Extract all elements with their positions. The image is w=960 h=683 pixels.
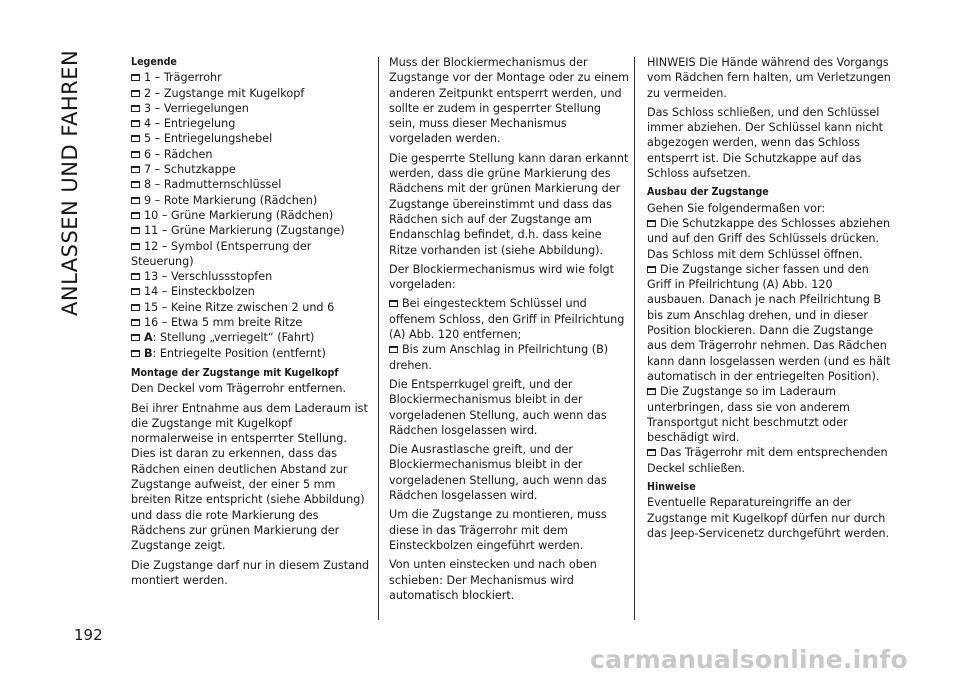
paragraph: Die Entsperrkugel greift, und der Blockiermechanismus bleibt in der vorgeladenen Stellung, auch wenn das Rädchen losgelassen wird. [389,377,607,437]
bullet-icon [131,90,140,97]
legend-item: 1 – Trägerrohr [131,70,371,85]
legend-item: 9 – Rote Markierung (Rädchen) [131,193,371,208]
bullet-icon [647,220,656,227]
paragraph: Der Blockiermechanismus wird wie folgt vorgeladen: [389,262,614,292]
legend-item-b: B: Entriegelte Position (entfernt) [131,346,371,361]
legend-item: 2 – Zugstange mit Kugelkopf [131,86,371,101]
legend-item: 4 – Entriegelung [131,116,371,131]
bullet-icon [131,304,140,311]
bullet-icon [131,120,140,127]
legend-item: 15 – Keine Ritze zwischen 2 und 6 [131,300,371,315]
bullet-icon [389,300,398,307]
paragraph: Die Zugstange darf nur in diesem Zustand montiert werden. [131,558,370,587]
legend-item: 10 – Grüne Markierung (Rädchen) [131,208,371,223]
legend-item: 3 – Verriegelungen [131,101,371,116]
bullet-icon [131,319,140,326]
section-heading: Hinweise [647,481,696,494]
bullet-icon [389,346,398,353]
legend-item: 16 – Etwa 5 mm breite Ritze [131,315,371,330]
bullet-icon [131,197,140,204]
bullet-icon [647,449,656,456]
bullet-icon [647,388,656,395]
paragraph: Von unten einstecken und nach oben schieben: Der Mechanismus wird automatisch blockiert. [389,558,597,602]
paragraph: Die Ausrastlasche greift, und der Blockiermechanismus bleibt in der vorgeladenen Stellung, auch wenn das Rädchen losgelassen wird. [389,443,607,503]
bullet-icon [131,273,140,280]
bullet-icon [131,166,140,173]
bullet-icon [131,212,140,219]
bullet-icon [131,181,140,188]
bullet-item: Bei eingestecktem Schlüssel und offenem Schloss, den Griff in Pfeilrichtung (A) Abb. 120 entfernen; [389,297,625,342]
bullet-icon [131,74,140,81]
legend-item: 11 – Grüne Markierung (Zugstange) [131,223,371,238]
bullet-item: Die Zugstange sicher fassen und den Griff in Pfeilrichtung (A) Abb. 120 ausbauen. Danach je nach Pfeilrichtung B bis zum Anschlag drehen, und in dieser Position blockieren. Dann die Zugstange aus dem Trägerrohr nehmen. Das Rädchen kann dann losgelassen werden (und es hält automatisch in der entriegelten Position). [647,262,891,383]
column-divider [378,57,379,620]
section-heading: Montage der Zugstange mit Kugelkopf [131,366,339,379]
column-1 [131,55,371,592]
legend-list [131,70,371,361]
legend-item: 5 – Entriegelungshebel [131,131,371,146]
paragraph: Gehen Sie folgendermaßen vor: [647,201,826,215]
bullet-item: Das Trägerrohr mit dem entsprechenden Deckel schließen. [647,446,888,475]
legend-item: 13 – Verschlussstopfen [131,269,371,284]
bullet-icon [647,266,656,273]
bullet-icon [131,243,140,250]
page-number: 192 [74,626,103,644]
chapter-side-title: ANLASSEN UND FAHREN [58,49,82,316]
bullet-item: Bis zum Anschlag in Pfeilrichtung (B) drehen. [389,343,609,372]
column-3 [647,55,892,545]
notice-paragraph: HINWEIS Die Hände während des Vorgangs vom Rädchen fern halten, um Verletzungen zu vermeiden. [647,56,891,100]
bullet-icon [131,105,140,112]
bullet-icon [131,135,140,142]
column-divider [634,57,635,620]
legend-item: 12 – Symbol (Entsperrung der Steuerung) [131,239,312,268]
bullet-icon [131,350,140,357]
section-heading: Ausbau der Zugstange [647,186,769,199]
legend-item: 6 – Rädchen [131,147,371,162]
paragraph: Den Deckel vom Trägerrohr entfernen. [131,382,347,396]
legend-heading: Legende [131,56,177,68]
watermark: carmanualsonline.info [590,645,908,674]
legend-item: 14 – Einsteckbolzen [131,284,371,299]
legend-item: 8 – Radmutternschlüssel [131,177,371,192]
bullet-icon [131,334,140,341]
bullet-icon [131,227,140,234]
bullet-icon [131,288,140,295]
paragraph: Die gesperrte Stellung kann daran erkannt werden, dass die grüne Markierung des Rädchens mit der grünen Markierung der Zugstange übereinstimmt und dass das Rädchen sich auf der Zugstange am Endanschlag befindet, d.h. dass keine Ritze vorhanden ist (siehe Abbildung). [389,151,629,257]
bullet-item: Die Zugstange so im Laderaum unterbringen, dass sie von anderem Transportgut nicht beschmutzt oder beschädigt wird. [647,385,850,445]
paragraph: Eventuelle Reparatureingriffe an der Zugstange mit Kugelkopf dürfen nur durch das Jeep-Servicenetz durchgeführt werden. [647,496,890,540]
bullet-icon [131,151,140,158]
legend-item-a: A: Stellung „verriegelt“ (Fahrt) [131,330,371,345]
column-2 [389,55,631,607]
paragraph: Muss der Blockiermechanismus der Zugstange vor der Montage oder zu einem anderen Zeitpunkt entsperrt werden, und sollte er zudem in gesperrter Stellung sein, muss dieser Mechanismus vorgeladen werden. [389,56,630,146]
bullet-item: Die Schutzkappe des Schlosses abziehen und auf den Griff des Schlüssels drücken. Das Schloss mit dem Schlüssel öffnen. [647,216,891,261]
legend-item: 7 – Schutzkappe [131,162,371,177]
paragraph: Um die Zugstange zu montieren, muss diese in das Trägerrohr mit dem Einsteckbolzen eingeführt werden. [389,508,607,552]
paragraph: Das Schloss schließen, und den Schlüssel immer abziehen. Der Schlüssel kann nicht abgezogen werden, wenn das Schloss entsperrt ist. Die Schutzkappe auf das Schloss aufsetzen. [647,105,884,181]
paragraph: Bei ihrer Entnahme aus dem Laderaum ist die Zugstange mit Kugelkopf normalerweise in entsperrter Stellung. Dies ist daran zu erkennen, dass das Rädchen einen deutlichen Abstand zur Zugstange aufweist, der einer 5 mm breiten Ritze entspricht (siehe Abbildung) und dass die rote Markierung des Rädchens zur grünen Markierung der Zugstange zeigt. [131,401,368,553]
